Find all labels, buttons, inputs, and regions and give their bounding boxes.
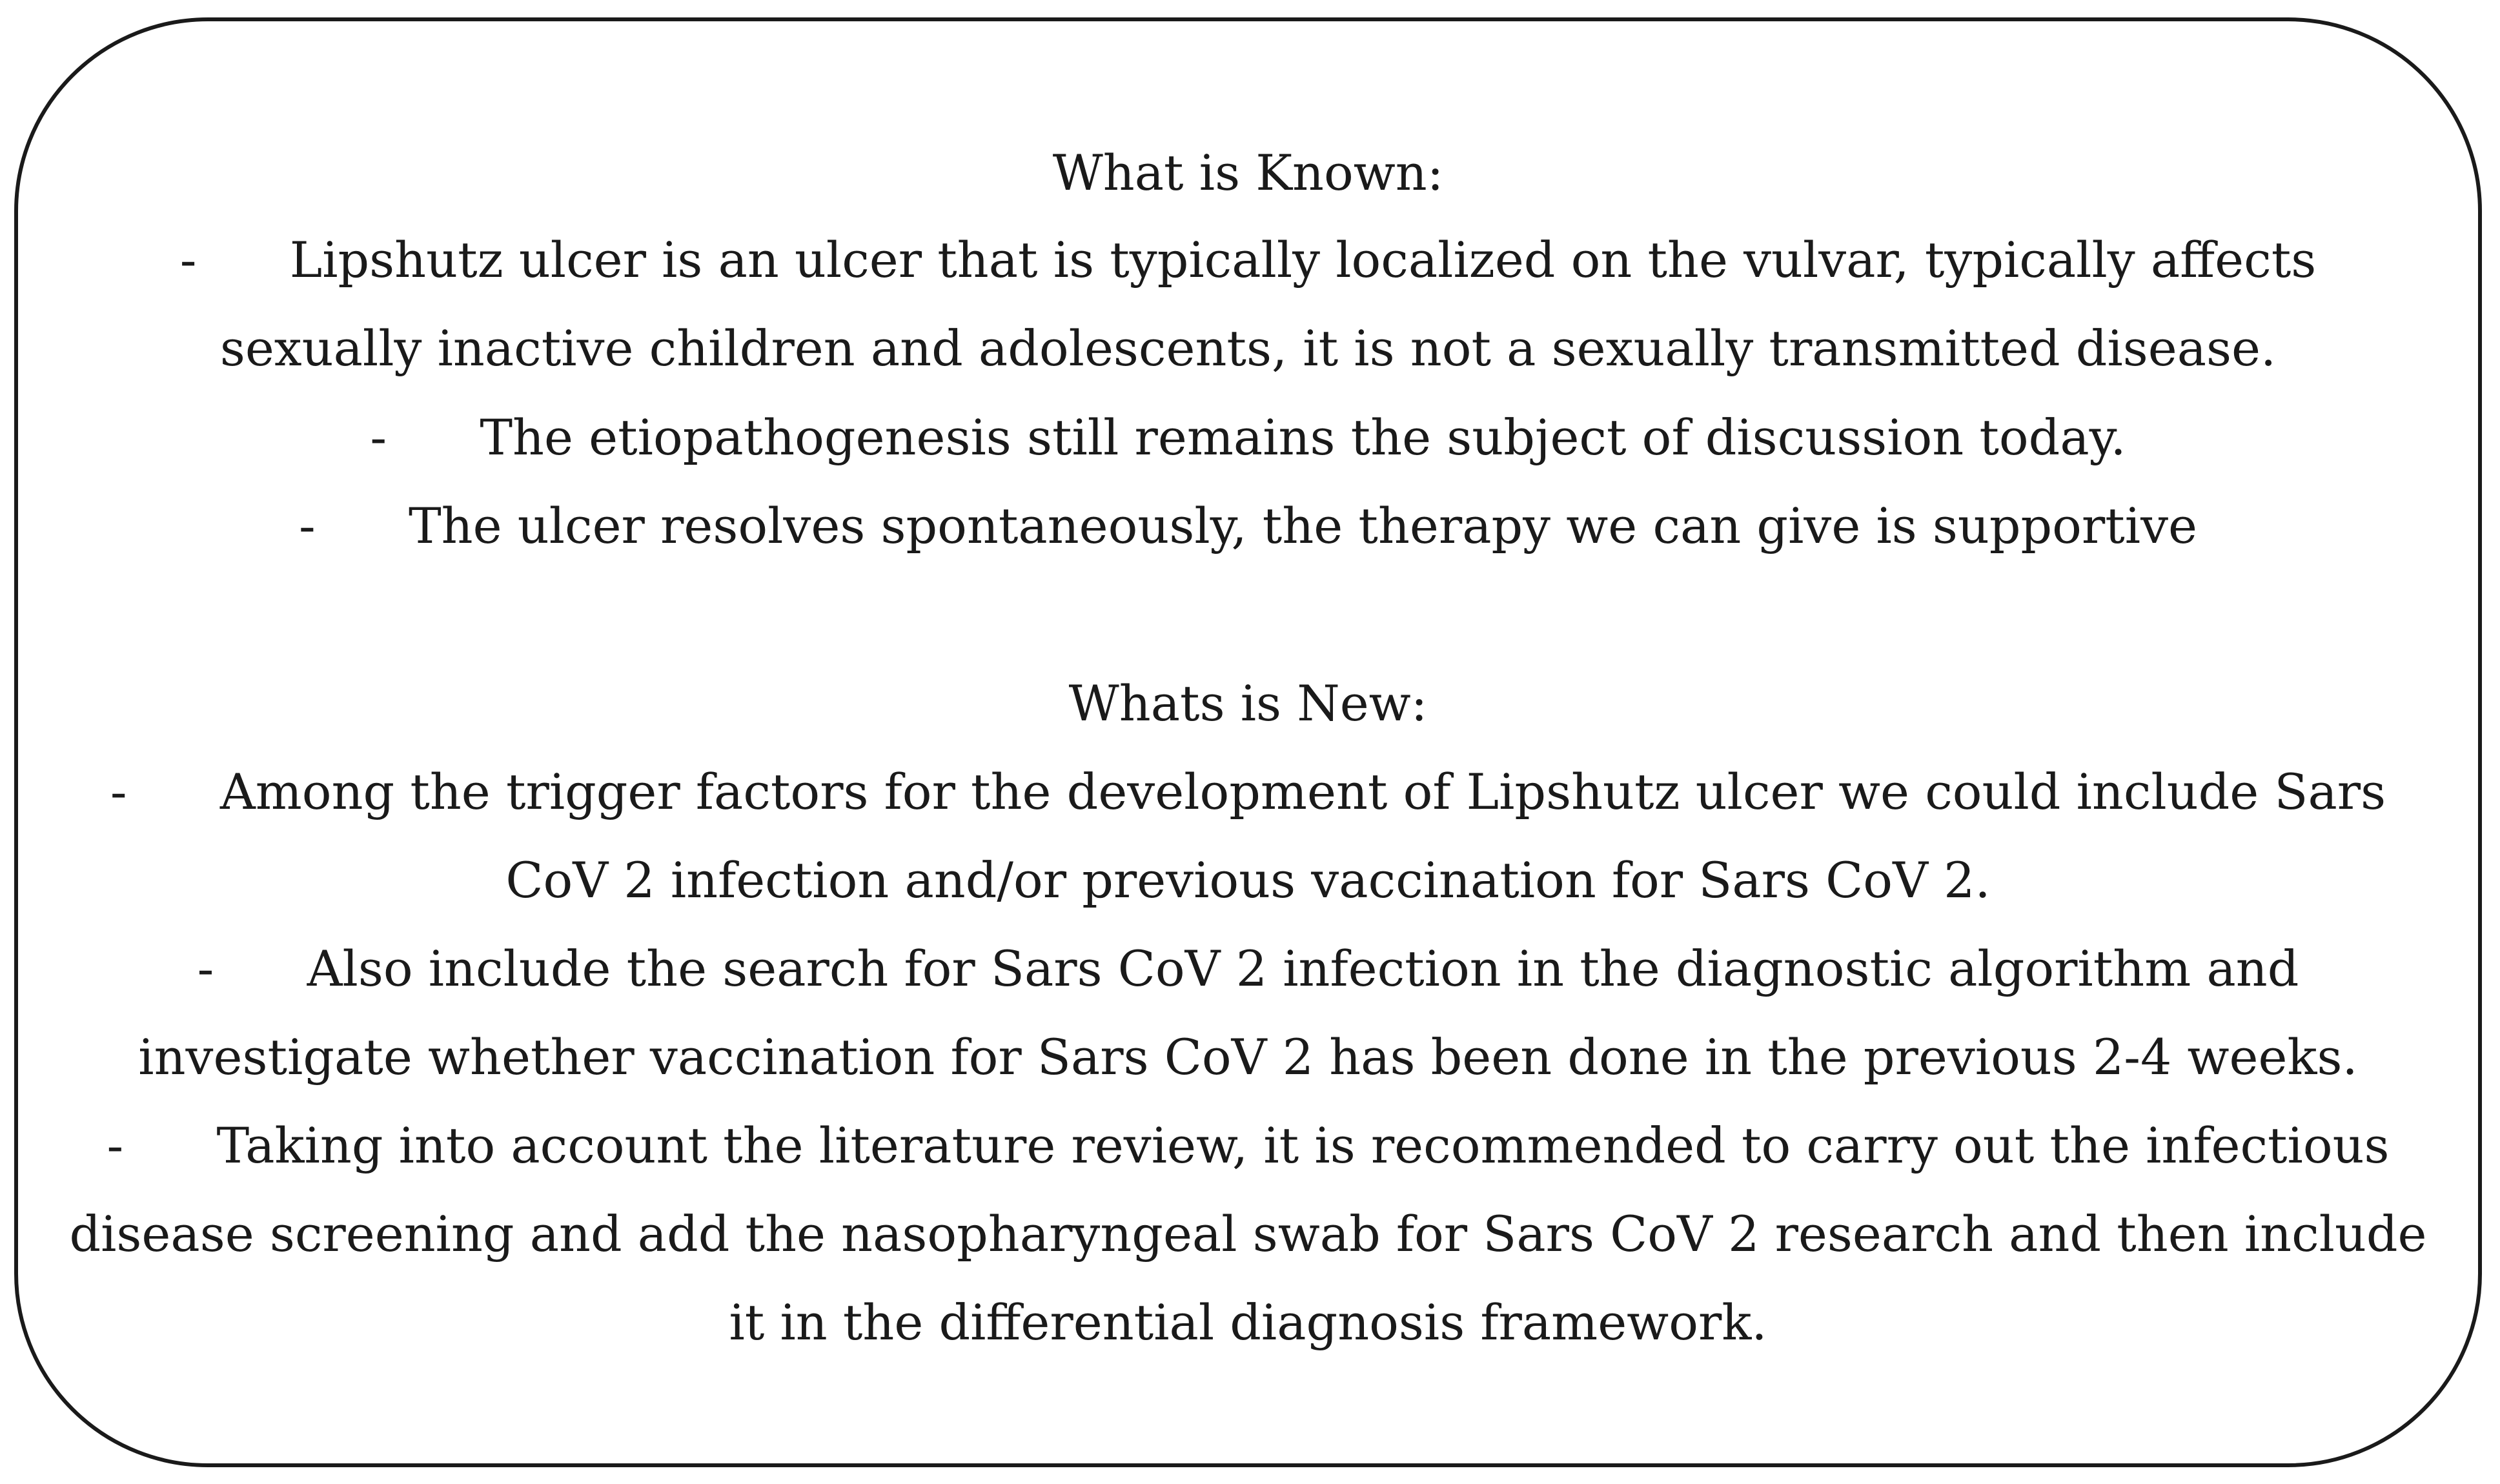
bullet-dash: - bbox=[298, 497, 316, 554]
new-item-3-line-1 bbox=[18, 1117, 2478, 1175]
new-item-1-line-2: CoV 2 infection and/or previous vaccination for Sars CoV 2. bbox=[505, 851, 1991, 909]
summary-box bbox=[14, 17, 2482, 1467]
known-item-2 bbox=[18, 409, 2478, 467]
known-item-1-line-2: sexually inactive children and adolescents, it is not a sexually transmitted disease. bbox=[219, 320, 2277, 377]
new-item-1-text: Among the trigger factors for the development of Lipshutz ulcer we could include Sars bbox=[219, 763, 2386, 820]
known-heading: What is Known: bbox=[1052, 144, 1444, 201]
known-item-3-text: The ulcer resolves spontaneously, the therapy we can give is supportive bbox=[408, 497, 2198, 554]
bullet-dash: - bbox=[107, 1117, 124, 1174]
known-item-1-line-1 bbox=[18, 231, 2478, 289]
new-item-3-line-3: it in the differential diagnosis framework. bbox=[729, 1294, 1767, 1351]
new-item-2-text: Also include the search for Sars CoV 2 infection in the diagnostic algorithm and bbox=[307, 940, 2299, 997]
bullet-dash: - bbox=[110, 763, 127, 820]
known-item-2-text: The etiopathogenesis still remains the subject of discussion today. bbox=[480, 409, 2126, 466]
new-heading: Whats is New: bbox=[1068, 675, 1428, 732]
bullet-dash: - bbox=[179, 231, 197, 289]
bullet-dash: - bbox=[370, 409, 387, 466]
new-item-2-line-2: investigate whether vaccination for Sars CoV 2 has been done in the previous 2-4 weeks. bbox=[138, 1028, 2358, 1086]
bullet-dash: - bbox=[197, 940, 214, 997]
known-item-3 bbox=[18, 497, 2478, 555]
known-item-1-text: Lipshutz ulcer is an ulcer that is typically localized on the vulvar, typically affects bbox=[289, 231, 2317, 289]
new-item-3-text: Taking into account the literature review, it is recommended to carry out the infectious bbox=[216, 1117, 2390, 1174]
new-item-1-line-1 bbox=[18, 763, 2478, 821]
new-item-3-line-2: disease screening and add the nasopharyngeal swab for Sars CoV 2 research and then include bbox=[69, 1205, 2427, 1263]
new-item-2-line-1 bbox=[18, 940, 2478, 998]
